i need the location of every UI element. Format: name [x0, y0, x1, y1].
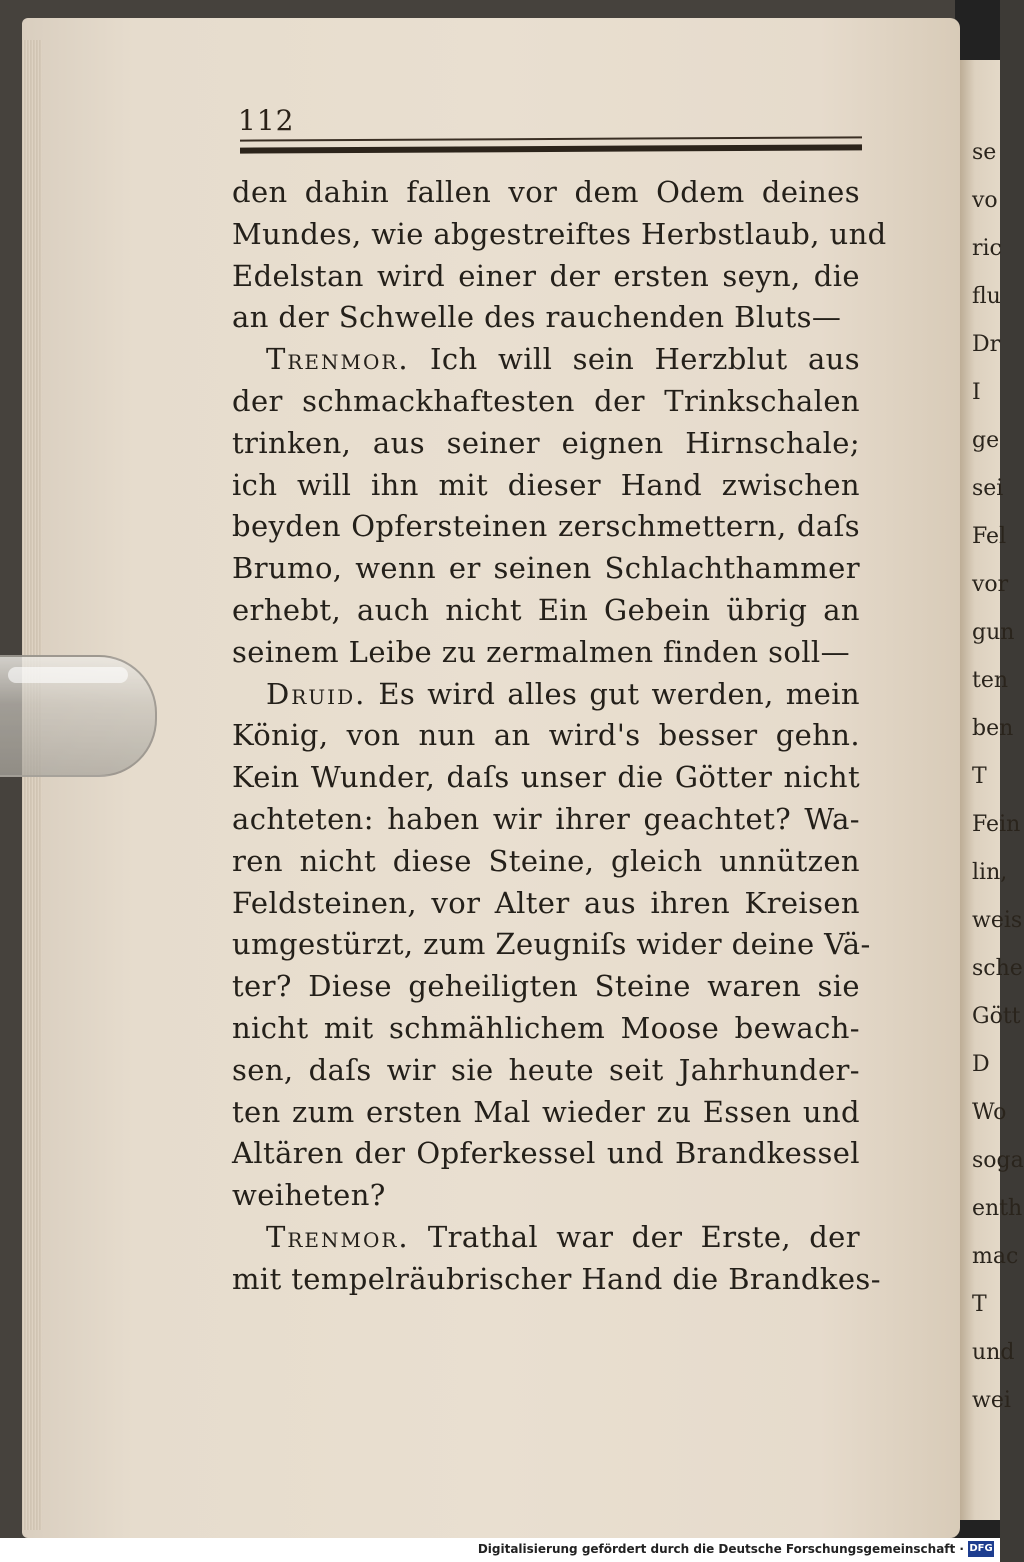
text-line: König, von nun an wird's besser gehn. [232, 718, 860, 753]
text-line: umgestürzt, zum Zeugniſs wider deine Vä- [232, 927, 871, 962]
speech-text: Ich will sein Herzblut aus [409, 342, 860, 377]
next-page-fragment: vor [972, 572, 1009, 597]
footer-credit: Digitalisierung gefördert durch die Deutsche Forschungsgemeinschaft · [477, 1542, 964, 1556]
speech-line [232, 339, 860, 381]
text-line: Brumo, wenn er seinen Schlachthammer [232, 551, 860, 586]
next-page-fragment: wei [972, 1388, 1011, 1413]
next-page-fragment: soga [972, 1148, 1024, 1173]
next-page-fragment: ben [972, 716, 1014, 741]
body-text [232, 172, 887, 1301]
speaker-name: Trenmor. [266, 1219, 410, 1254]
page-clip [0, 655, 157, 777]
text-line: achteten: haben wir ihrer geachtet? Wa- [232, 801, 860, 836]
text-line: Mundes, wie abgestreiftes Herbstlaub, und [232, 216, 887, 251]
next-page-fragment: Fel [972, 524, 1007, 549]
next-page-fragment: se [972, 140, 997, 165]
text-line: der schmackhaftesten der Trinkschalen [232, 383, 860, 418]
next-page-fragment: sei [972, 476, 1004, 501]
speaker-name: Trenmor. [266, 342, 410, 377]
text-line: ich will ihn mit dieser Hand zwischen [232, 467, 860, 502]
next-page-fragment: D [972, 1052, 990, 1077]
dfg-logo: DFG [968, 1541, 994, 1557]
next-page-fragment: I [972, 380, 981, 405]
next-page-fragment: Wo [972, 1100, 1007, 1125]
next-page-fragment: gun [972, 620, 1015, 645]
text-line: Kein Wunder, daſs unser die Götter nicht [232, 760, 860, 795]
next-page-fragment: ten [972, 668, 1009, 693]
speech-line [232, 674, 860, 716]
next-page-fragment: T [972, 1292, 987, 1317]
text-line: ren nicht diese Steine, gleich unnützen [232, 843, 860, 878]
text-line: mit tempelräubrischer Hand die Brandkes- [232, 1261, 881, 1296]
next-page-fragment: sche [972, 956, 1023, 981]
next-page-fragment: ric [972, 236, 1002, 261]
text-line: an der Schwelle des rauchenden Bluts— [232, 300, 842, 335]
page-number: 112 [238, 104, 295, 137]
next-page-fragment: vo [972, 188, 998, 213]
text-line: ter? Diese geheiligten Steine waren sie [232, 969, 860, 1004]
speaker-name: Druid. [266, 676, 367, 711]
text-line: sen, daſs wir sie heute seit Jahrhunder- [232, 1052, 860, 1087]
text-line: Edelstan wird einer der ersten seyn, die [232, 258, 860, 293]
text-line: den dahin fallen vor dem Odem deines [232, 175, 860, 209]
text-line: weiheten? [232, 1178, 386, 1213]
next-page-fragment: weis [972, 908, 1023, 933]
speech-text: Trathal war der Erste, der [409, 1219, 860, 1254]
text-line: Feldsteinen, vor Alter aus ihren Kreisen [232, 885, 860, 920]
text-line: erhebt, auch nicht Ein Gebein übrig an [232, 592, 860, 627]
next-page-fragment: und [972, 1340, 1015, 1365]
speech-text: Es wird alles gut werden, mein [366, 676, 860, 711]
next-page-fragment: Fein [972, 812, 1021, 837]
next-page-fragment: mac [972, 1244, 1019, 1269]
text-line: Altären der Opferkessel und Brandkessel [232, 1136, 860, 1171]
text-line: seinem Leibe zu zermalmen finden soll— [232, 634, 851, 669]
text-line: trinken, aus seiner eignen Hirnschale; [232, 425, 860, 460]
page-stack-edge [22, 40, 42, 1530]
next-page-fragment: T [972, 764, 987, 789]
speech-line [232, 1217, 860, 1259]
text-line: ten zum ersten Mal wieder zu Essen und [232, 1094, 860, 1129]
next-page-fragment: lin, [972, 860, 1008, 885]
next-page-fragment: enth [972, 1196, 1023, 1221]
text-line: nicht mit schmählichem Moose bewach- [232, 1010, 860, 1045]
next-page-fragment: ge [972, 428, 1000, 453]
text-line: beyden Opfersteinen zerschmettern, daſs [232, 509, 860, 544]
next-page-fragment: flu [972, 284, 1001, 309]
next-page-fragment: Gött [972, 1004, 1021, 1029]
next-page-edge [958, 60, 1024, 1520]
next-page-fragment: Dr [972, 332, 1001, 357]
